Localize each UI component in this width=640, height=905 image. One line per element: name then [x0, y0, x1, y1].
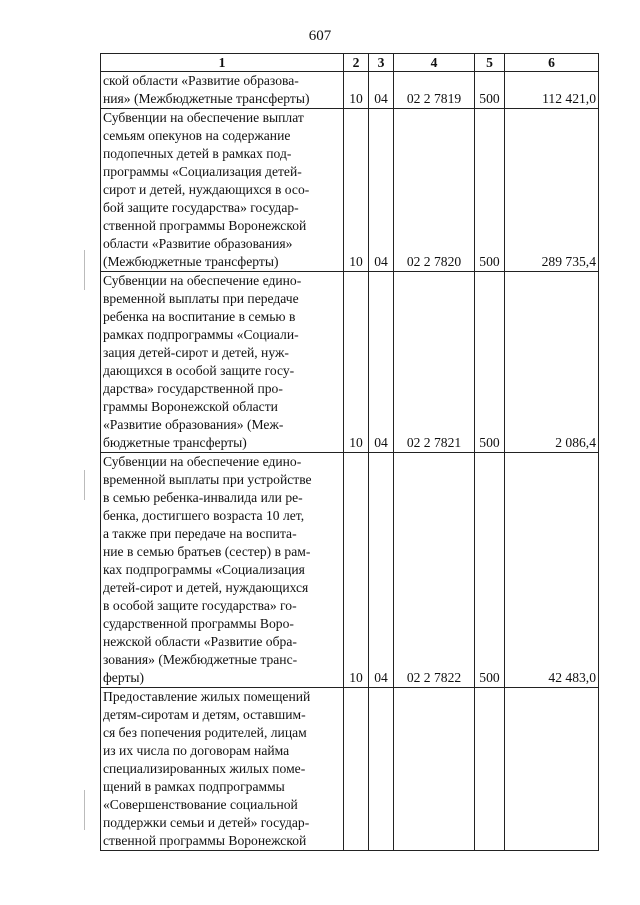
target-article-code: 02 2 7821	[394, 272, 475, 453]
section-code: 10	[344, 272, 369, 453]
description-line: бенка, достигшего возраста 10 лет,	[103, 508, 305, 523]
description-line: специализированных жилых поме-	[103, 761, 306, 776]
subsection-code: 04	[369, 109, 394, 272]
description-line: в особой защите государства» го-	[103, 598, 297, 613]
expense-type-code: 500	[475, 72, 505, 109]
description-line: Предоставление жилых помещений	[103, 689, 311, 704]
description-line: из их числа по договорам найма	[103, 743, 290, 758]
description-line: ской области «Развитие образова-	[103, 73, 299, 88]
description-line: ребенка на воспитание в семью в	[103, 309, 296, 324]
target-article-code: 02 2 7819	[394, 72, 475, 109]
page-number: 607	[308, 28, 332, 44]
table-row	[101, 453, 599, 688]
description-line: ся без попечения родителей, лицам	[103, 725, 307, 740]
row-description	[101, 688, 344, 851]
description-line: ках подпрограммы «Социализация	[103, 562, 305, 577]
description-line: ферты)	[103, 670, 145, 685]
target-article-code: 02 2 7820	[394, 109, 475, 272]
section-code: 10	[344, 453, 369, 688]
section-code	[344, 688, 369, 851]
description-line: граммы Воронежской области	[103, 399, 278, 414]
description-line: детей-сирот и детей, нуждающихся	[103, 580, 309, 595]
scan-edge-mark	[84, 470, 85, 500]
expense-type-code: 500	[475, 453, 505, 688]
description-line: детям-сиротам и детям, оставшим-	[103, 707, 306, 722]
description-line: «Развитие образования» (Меж-	[103, 417, 284, 432]
column-header: 4	[394, 54, 475, 72]
description-line: рамках подпрограммы «Социали-	[103, 327, 299, 342]
scan-edge-mark	[84, 250, 85, 290]
description-line: подопечных детей в рамках под-	[103, 146, 292, 161]
section-code: 10	[344, 109, 369, 272]
table-row	[101, 272, 599, 453]
description-line: сударственной программы Воро-	[103, 616, 294, 631]
description-line: зования» (Межбюджетные транс-	[103, 652, 298, 667]
description-line: дающихся в особой защите госу-	[103, 363, 295, 378]
description-line: зация детей-сирот и детей, нуж-	[103, 345, 289, 360]
expense-type-code: 500	[475, 109, 505, 272]
row-description	[101, 453, 344, 688]
description-line: нежской области «Развитие обра-	[103, 634, 297, 649]
description-line: бюджетные трансферты)	[103, 435, 247, 450]
description-line: Субвенции на обеспечение едино-	[103, 273, 302, 288]
row-description	[101, 72, 344, 109]
amount-value: 289 735,4	[505, 109, 599, 272]
description-line: щений в рамках подпрограммы	[103, 779, 285, 794]
table-row	[101, 688, 599, 851]
row-description	[101, 109, 344, 272]
target-article-code	[394, 688, 475, 851]
description-line: бой защите государства» государ-	[103, 200, 299, 215]
description-line: ственной программы Воронежской	[103, 833, 307, 848]
description-line: а также при передаче на воспита-	[103, 526, 297, 541]
column-header: 5	[475, 54, 505, 72]
table-row	[101, 109, 599, 272]
description-line: семьям опекунов на содержание	[103, 128, 291, 143]
description-line: «Совершенствование социальной	[103, 797, 298, 812]
table-body	[101, 72, 599, 851]
column-header: 1	[101, 54, 344, 72]
description-line: поддержки семьи и детей» государ-	[103, 815, 310, 830]
table-header-row	[101, 54, 599, 72]
column-header: 3	[369, 54, 394, 72]
expense-type-code	[475, 688, 505, 851]
column-header: 6	[505, 54, 599, 72]
column-header: 2	[344, 54, 369, 72]
description-line: области «Развитие образования»	[103, 236, 293, 251]
description-line: Субвенции на обеспечение выплат	[103, 110, 304, 125]
budget-table	[100, 53, 599, 851]
amount-value: 42 483,0	[505, 453, 599, 688]
amount-value	[505, 688, 599, 851]
description-line: сирот и детей, нуждающихся в осо-	[103, 182, 310, 197]
description-line: дарства» государственной про-	[103, 381, 283, 396]
description-line: ственной программы Воронежской	[103, 218, 307, 233]
description-line: ние в семью братьев (сестер) в рам-	[103, 544, 311, 559]
amount-value: 112 421,0	[505, 72, 599, 109]
description-line: в семью ребенка-инвалида или ре-	[103, 490, 303, 505]
subsection-code: 04	[369, 72, 394, 109]
description-line: Субвенции на обеспечение едино-	[103, 454, 302, 469]
description-line: (Межбюджетные трансферты)	[103, 254, 279, 269]
scan-edge-mark	[84, 790, 85, 830]
amount-value: 2 086,4	[505, 272, 599, 453]
row-description	[101, 272, 344, 453]
subsection-code: 04	[369, 272, 394, 453]
section-code: 10	[344, 72, 369, 109]
expense-type-code: 500	[475, 272, 505, 453]
subsection-code	[369, 688, 394, 851]
subsection-code: 04	[369, 453, 394, 688]
description-line: программы «Социализация детей-	[103, 164, 302, 179]
target-article-code: 02 2 7822	[394, 453, 475, 688]
description-line: ния» (Межбюджетные трансферты)	[103, 91, 310, 106]
table-row	[101, 72, 599, 109]
description-line: временной выплаты при передаче	[103, 291, 299, 306]
description-line: временной выплаты при устройстве	[103, 472, 312, 487]
